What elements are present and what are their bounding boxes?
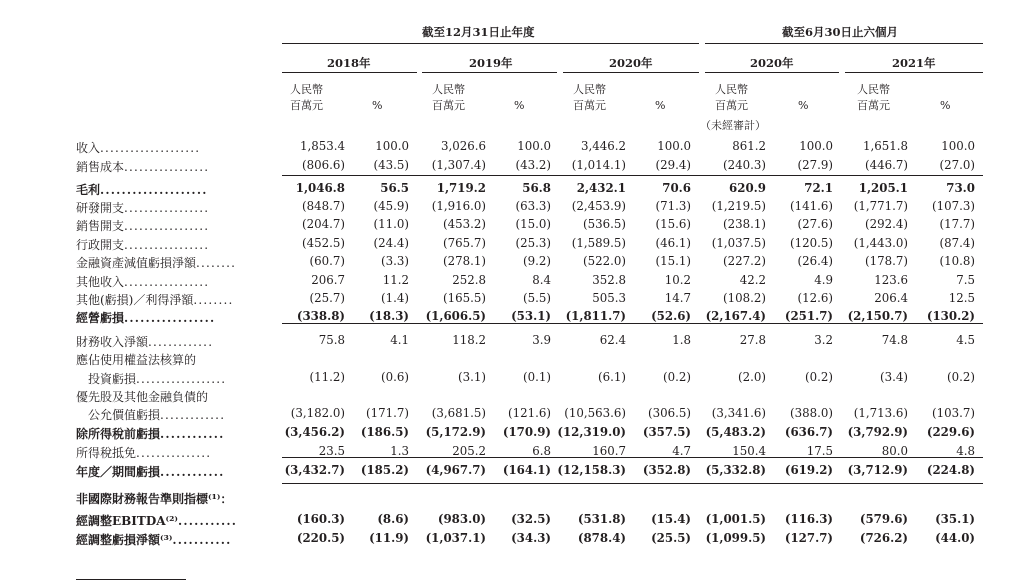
percent-cell: (357.5) (642, 425, 691, 439)
amount-cell: (108.2) (723, 291, 766, 305)
percent-cell: 56.8 (522, 181, 551, 195)
row-label (76, 463, 225, 480)
amount-cell: (1,099.5) (705, 531, 766, 545)
percent-cell: (11.0) (373, 217, 409, 231)
amount-cell: (3,341.6) (711, 406, 766, 420)
amount-cell: 150.4 (732, 444, 766, 458)
percent-cell: 4.1 (390, 333, 409, 347)
leader-dots: ............ (160, 427, 225, 441)
amount-cell: (220.5) (296, 531, 345, 545)
row-label (76, 370, 226, 387)
percent-cell: (251.7) (784, 309, 833, 323)
amount-cell: (1,811.7) (565, 309, 626, 323)
percent-cell: (35.1) (935, 512, 975, 526)
amount-cell: 118.2 (452, 333, 486, 347)
amount-cell: (160.3) (296, 512, 345, 526)
leader-dots: ................. (124, 201, 210, 215)
amount-cell: (536.5) (583, 217, 626, 231)
unit-rmb: 人民幣 百萬元 (715, 83, 748, 112)
percent-cell: 100.0 (517, 139, 551, 153)
percent-cell: 11.2 (382, 273, 409, 287)
row-label (76, 273, 209, 290)
percent-cell: 17.5 (806, 444, 833, 458)
footnote-rule (76, 579, 186, 580)
amount-cell: 252.8 (452, 273, 486, 287)
unit-pct: % (655, 99, 666, 112)
percent-cell: (171.7) (366, 406, 409, 420)
percent-cell: (53.1) (511, 309, 551, 323)
percent-cell: (9.2) (523, 254, 551, 268)
row-label (76, 139, 200, 156)
rule-interim (705, 43, 983, 44)
amount-cell: (2,150.7) (847, 309, 908, 323)
amount-cell: (2.0) (738, 370, 766, 384)
leader-dots: ........... (177, 514, 238, 528)
leader-dots: ........... (172, 533, 232, 547)
percent-cell: 100.0 (799, 139, 833, 153)
amount-cell: (2,167.4) (705, 309, 766, 323)
leader-dots: .................... (100, 183, 208, 197)
amount-cell: (848.7) (302, 199, 345, 213)
percent-cell: (63.3) (515, 199, 551, 213)
amount-cell: (60.7) (309, 254, 345, 268)
percent-cell: (27.0) (939, 158, 975, 172)
period-header-annual: 截至12月31日止年度 (422, 25, 535, 39)
amount-cell: (12,319.0) (557, 425, 626, 439)
percent-cell: (46.1) (655, 236, 691, 250)
percent-cell: 4.8 (956, 444, 975, 458)
row-label (76, 333, 213, 350)
amount-cell: (11.2) (309, 370, 345, 384)
row-label (76, 217, 209, 234)
amount-cell: 23.5 (318, 444, 345, 458)
year-2021-h1: 2021年 (892, 56, 936, 70)
leader-dots: ................. (124, 275, 210, 289)
percent-cell: (229.6) (926, 425, 975, 439)
row-label-text: 財務收入淨額 (76, 335, 149, 349)
amount-cell: (2,453.9) (571, 199, 626, 213)
leader-dots: ........ (196, 256, 237, 270)
amount-cell: 206.7 (311, 273, 345, 287)
amount-cell: (3,182.0) (290, 406, 345, 420)
percent-cell: 3.9 (532, 333, 551, 347)
percent-cell: (45.9) (373, 199, 409, 213)
amount-cell: (5,172.9) (425, 425, 486, 439)
row-label (76, 388, 208, 405)
percent-cell: (15.0) (515, 217, 551, 231)
amount-cell: (522.0) (583, 254, 626, 268)
amount-cell: 861.2 (732, 139, 766, 153)
percent-cell: 6.8 (532, 444, 551, 458)
amount-cell: 3,026.6 (440, 139, 486, 153)
amount-cell: (452.5) (302, 236, 345, 250)
percent-cell: 3.2 (814, 333, 833, 347)
percent-cell: 56.5 (380, 181, 409, 195)
row-label-text: 應佔使用權益法核算的 (76, 353, 197, 367)
percent-cell: (34.3) (511, 531, 551, 545)
rule-2019 (422, 72, 557, 73)
percent-cell: (306.5) (648, 406, 691, 420)
row-label-text: 研發開支 (76, 201, 125, 215)
amount-cell: 75.8 (318, 333, 345, 347)
percent-cell: (121.6) (508, 406, 551, 420)
row-label (76, 425, 225, 442)
percent-cell: (0.2) (947, 370, 975, 384)
amount-cell: 3,446.2 (580, 139, 626, 153)
percent-cell: (352.8) (642, 463, 691, 477)
percent-cell: (120.5) (790, 236, 833, 250)
row-label-text: 銷售成本 (76, 160, 125, 174)
amount-cell: (1,037.1) (425, 531, 486, 545)
amount-cell: (983.0) (437, 512, 486, 526)
leader-dots: ........ (193, 293, 234, 307)
percent-cell: (107.3) (932, 199, 975, 213)
rule-2020-h1 (705, 72, 839, 73)
leader-dots: ................. (124, 311, 216, 325)
amount-cell: 352.8 (592, 273, 626, 287)
amount-cell: 1,853.4 (299, 139, 345, 153)
amount-cell: 620.9 (729, 181, 766, 195)
amount-cell: (1,443.0) (853, 236, 908, 250)
total-rule (282, 483, 983, 484)
percent-cell: (15.4) (651, 512, 691, 526)
percent-cell: (25.5) (651, 531, 691, 545)
year-2020-h1: 2020年 (750, 56, 794, 70)
row-label-text: 其他收入 (76, 275, 125, 289)
percent-cell: (116.3) (784, 512, 833, 526)
row-label-text: 收入 (76, 141, 101, 155)
amount-cell: (1,771.7) (853, 199, 908, 213)
percent-cell: (24.4) (373, 236, 409, 250)
amount-cell: (3,432.7) (284, 463, 345, 477)
amount-cell: (765.7) (443, 236, 486, 250)
amount-cell: (1,014.1) (571, 158, 626, 172)
unit-pct: % (798, 99, 809, 112)
amount-cell: (1,307.4) (431, 158, 486, 172)
amount-cell: (1,713.6) (853, 406, 908, 420)
percent-cell: (0.1) (523, 370, 551, 384)
percent-cell: (11.9) (369, 531, 409, 545)
percent-cell: (17.7) (939, 217, 975, 231)
leader-dots: ............... (136, 446, 212, 460)
row-label-text: 其他(虧損)／利得淨額 (76, 293, 194, 307)
subtotal-rule (282, 323, 983, 324)
leader-dots: ............. (160, 408, 226, 422)
amount-cell: (3,456.2) (284, 425, 345, 439)
row-label (76, 236, 209, 253)
percent-cell: (43.5) (373, 158, 409, 172)
amount-cell: (4,967.7) (425, 463, 486, 477)
percent-cell: (8.6) (377, 512, 409, 526)
amount-cell: (5,332.8) (705, 463, 766, 477)
percent-cell: (103.7) (932, 406, 975, 420)
amount-cell: (6.1) (598, 370, 626, 384)
row-label (76, 158, 209, 175)
amount-cell: (806.6) (302, 158, 345, 172)
percent-cell: (52.6) (651, 309, 691, 323)
amount-cell: (3.4) (880, 370, 908, 384)
amount-cell: (178.7) (865, 254, 908, 268)
row-label-text: 投資虧損 (76, 372, 137, 386)
row-label-text: 經調整EBITDA⁽²⁾ (76, 514, 178, 528)
row-label (76, 291, 234, 308)
row-label-text: 行政開支 (76, 238, 125, 252)
percent-cell: (43.2) (515, 158, 551, 172)
percent-cell: (185.2) (360, 463, 409, 477)
percent-cell: (224.8) (926, 463, 975, 477)
amount-cell: 74.8 (881, 333, 908, 347)
row-label-text: 優先股及其他金融負債的 (76, 390, 209, 404)
row-label (76, 490, 232, 507)
leader-dots: .................... (100, 141, 201, 155)
subtotal-rule (282, 175, 983, 176)
row-label (76, 181, 208, 198)
amount-cell: (25.7) (309, 291, 345, 305)
percent-cell: (636.7) (784, 425, 833, 439)
amount-cell: (453.2) (443, 217, 486, 231)
row-label-text: 年度／期間虧損 (76, 465, 161, 479)
unit-pct: % (372, 99, 383, 112)
percent-cell: 1.3 (390, 444, 409, 458)
amount-cell: (338.8) (296, 309, 345, 323)
rule-annual (282, 43, 699, 44)
unit-rmb: 人民幣 百萬元 (573, 83, 606, 112)
percent-cell: 100.0 (941, 139, 975, 153)
leader-dots: ................. (124, 160, 210, 174)
row-label (76, 351, 196, 368)
percent-cell: 100.0 (375, 139, 409, 153)
amount-cell: (12,158.3) (557, 463, 626, 477)
percent-cell: (10.8) (939, 254, 975, 268)
row-label (76, 512, 237, 529)
percent-cell: (15.6) (655, 217, 691, 231)
amount-cell: 2,432.1 (576, 181, 626, 195)
percent-cell: (186.5) (360, 425, 409, 439)
amount-cell: 27.8 (739, 333, 766, 347)
amount-cell: (1,916.0) (431, 199, 486, 213)
percent-cell: (27.6) (797, 217, 833, 231)
percent-cell: 72.1 (804, 181, 833, 195)
percent-cell: (170.9) (502, 425, 551, 439)
row-label-text: 銷售開支 (76, 219, 125, 233)
amount-cell: (726.2) (859, 531, 908, 545)
percent-cell: 73.0 (946, 181, 975, 195)
percent-cell: (0.2) (663, 370, 691, 384)
percent-cell: (32.5) (511, 512, 551, 526)
percent-cell: (3.3) (381, 254, 409, 268)
amount-cell: (1,606.5) (425, 309, 486, 323)
amount-cell: (238.1) (723, 217, 766, 231)
percent-cell: (44.0) (935, 531, 975, 545)
percent-cell: 8.4 (532, 273, 551, 287)
amount-cell: 62.4 (599, 333, 626, 347)
row-label (76, 199, 209, 216)
amount-cell: (165.5) (443, 291, 486, 305)
row-label-text: 除所得稅前虧損 (76, 427, 161, 441)
percent-cell: (619.2) (784, 463, 833, 477)
percent-cell: (87.4) (939, 236, 975, 250)
amount-cell: (292.4) (865, 217, 908, 231)
unit-rmb: 人民幣 百萬元 (432, 83, 465, 112)
percent-cell: (25.3) (515, 236, 551, 250)
row-label-text: 經調整虧損淨額⁽³⁾ (76, 533, 173, 547)
percent-cell: (388.0) (790, 406, 833, 420)
amount-cell: 205.2 (452, 444, 486, 458)
percent-cell: (27.9) (797, 158, 833, 172)
amount-cell: (3,792.9) (847, 425, 908, 439)
percent-cell: 4.5 (956, 333, 975, 347)
period-header-interim: 截至6月30日止六個月 (782, 25, 899, 39)
unit-rmb: 人民幣 百萬元 (857, 83, 890, 112)
percent-cell: 1.8 (672, 333, 691, 347)
amount-cell: (240.3) (723, 158, 766, 172)
percent-cell: 4.9 (814, 273, 833, 287)
amount-cell: (1,037.5) (711, 236, 766, 250)
amount-cell: 123.6 (874, 273, 908, 287)
subtotal-rule (282, 457, 983, 458)
year-2018: 2018年 (327, 56, 371, 70)
amount-cell: 1,205.1 (858, 181, 908, 195)
percent-cell: (12.6) (797, 291, 833, 305)
rule-2020 (563, 72, 699, 73)
amount-cell: (3.1) (458, 370, 486, 384)
percent-cell: 100.0 (657, 139, 691, 153)
amount-cell: (1,589.5) (571, 236, 626, 250)
unit-pct: % (514, 99, 525, 112)
row-label-text: 所得稅抵免 (76, 446, 137, 460)
leader-dots: .................. (136, 372, 227, 386)
row-label (76, 531, 232, 548)
unaudited-note: （未經審計） (700, 119, 766, 132)
row-label-text: 非國際財務報告準則指標⁽¹⁾： (76, 492, 233, 506)
amount-cell: 42.2 (739, 273, 766, 287)
percent-cell: 70.6 (662, 181, 691, 195)
row-label-text: 公允價值虧損 (76, 408, 161, 422)
amount-cell: (3,712.9) (847, 463, 908, 477)
percent-cell: (130.2) (926, 309, 975, 323)
row-label-text: 經營虧損 (76, 311, 125, 325)
amount-cell: (446.7) (865, 158, 908, 172)
amount-cell: (227.2) (723, 254, 766, 268)
unit-pct: % (940, 99, 951, 112)
amount-cell: 1,046.8 (295, 181, 345, 195)
amount-cell: (204.7) (302, 217, 345, 231)
percent-cell: (0.6) (381, 370, 409, 384)
amount-cell: 1,719.2 (436, 181, 486, 195)
percent-cell: 14.7 (664, 291, 691, 305)
amount-cell: (5,483.2) (705, 425, 766, 439)
percent-cell: (1.4) (381, 291, 409, 305)
percent-cell: (26.4) (797, 254, 833, 268)
percent-cell: 7.5 (956, 273, 975, 287)
leader-dots: ............ (160, 465, 225, 479)
unit-rmb: 人民幣 百萬元 (290, 83, 323, 112)
rule-2021-h1 (845, 72, 983, 73)
percent-cell: (5.5) (523, 291, 551, 305)
percent-cell: (164.1) (502, 463, 551, 477)
percent-cell: 12.5 (948, 291, 975, 305)
percent-cell: (15.1) (655, 254, 691, 268)
percent-cell: (141.6) (790, 199, 833, 213)
rule-2018 (282, 72, 417, 73)
amount-cell: (1,219.5) (711, 199, 766, 213)
percent-cell: (127.7) (784, 531, 833, 545)
percent-cell: 10.2 (664, 273, 691, 287)
amount-cell: (3,681.5) (431, 406, 486, 420)
amount-cell: (10,563.6) (564, 406, 626, 420)
leader-dots: ............. (148, 335, 214, 349)
row-label (76, 254, 236, 271)
row-label (76, 444, 211, 461)
row-label (76, 309, 215, 326)
row-label-text: 毛利 (76, 183, 101, 197)
row-label-text: 金融資產減值虧損淨額 (76, 256, 197, 270)
amount-cell: (278.1) (443, 254, 486, 268)
amount-cell: (1,001.5) (705, 512, 766, 526)
row-label (76, 406, 225, 423)
leader-dots: ................. (124, 238, 210, 252)
amount-cell: 206.4 (874, 291, 908, 305)
percent-cell: (18.3) (369, 309, 409, 323)
amount-cell: (579.6) (859, 512, 908, 526)
amount-cell: 160.7 (592, 444, 626, 458)
amount-cell: 1,651.8 (862, 139, 908, 153)
amount-cell: 505.3 (592, 291, 626, 305)
percent-cell: (29.4) (655, 158, 691, 172)
amount-cell: (531.8) (577, 512, 626, 526)
percent-cell: (71.3) (655, 199, 691, 213)
year-2019: 2019年 (469, 56, 513, 70)
leader-dots: ................. (124, 219, 210, 233)
amount-cell: 80.0 (881, 444, 908, 458)
amount-cell: (878.4) (577, 531, 626, 545)
year-2020: 2020年 (609, 56, 653, 70)
percent-cell: 4.7 (672, 444, 691, 458)
percent-cell: (0.2) (805, 370, 833, 384)
